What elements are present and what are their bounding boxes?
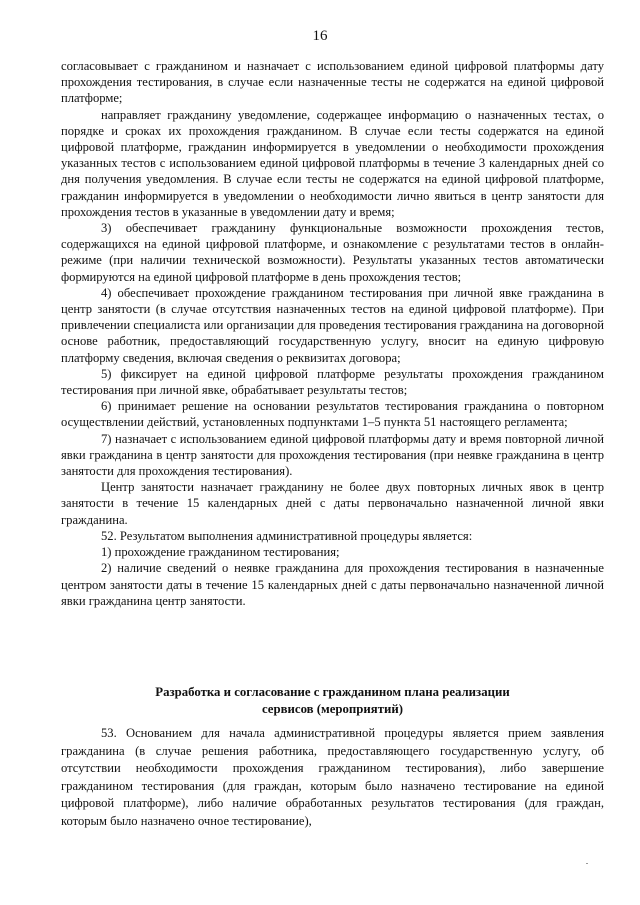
paragraph-repeat-visits: Центр занятости назначает гражданину не более двух повторных личных явок в центр занятости в течение 15 календарных дней с даты первоначально назначенной личной явки гражданина.	[61, 480, 604, 527]
scan-speck	[586, 863, 588, 864]
paragraph-item-4: 4) обеспечивает прохождение гражданином тестирования при личной явке гражданина в центр занятости (в случае отсутствия назначенных тестов на единой цифровой платформе). При привлечении специалиста или организации для проведения тестирования гражданина на договорной основе работник, предоставляющий государственную услугу, вносит на единую цифровую платформу сведения, включая сведения о реквизитах договора;	[61, 285, 604, 365]
section-heading-line-2: сервисов (мероприятий)	[261, 702, 404, 716]
paragraph-result-1: 1) прохождение гражданином тестирования;	[101, 545, 340, 560]
page-number: 16	[312, 28, 328, 44]
paragraph-item-6: 6) принимает решение на основании результатов тестирования гражданина о повторном осуществлении действий, установленных подпунктами 1–5 пункта 51 настоящего регламента;	[61, 399, 604, 430]
paragraph-item-3: 3) обеспечивает гражданину функциональные возможности прохождения тестов, содержащихся на единой цифровой платформе, и ознакомление с результатами тестов в онлайн-режиме (при наличии технической возможности). Результаты указанных тестов автоматически формируются на единой цифровой платформе в день прохождения тестов;	[61, 221, 604, 284]
paragraph-clause-53: 53. Основанием для начала административной процедуры является прием заявления гражданина (в случае решения работника, предоставляющего государственную услугу, об отсутствии необходимости прохождения гражданином тестирования), либо завершение гражданином тестирования (для граждан, которым было назначено тестирование на единой цифровой платформе), либо наличие обработанных результатов тестирования (для граждан, которым было назначено очное тестирование),	[61, 726, 604, 828]
body-text-top	[61, 58, 604, 609]
paragraph-continuation: согласовывает с гражданином и назначает с использованием единой цифровой платформы дату прохождения тестирования, в случае если назначенные тесты не содержатся на единой цифровой платформе;	[61, 59, 604, 106]
body-text-bottom	[61, 725, 604, 831]
paragraph-notification: направляет гражданину уведомление, содержащее информацию о назначенных тестах, о порядке и сроках их прохождения гражданином. В случае если тесты содержатся на единой цифровой платформе, гражданин информируется в уведомлении о необходимости прохождения указанных тестов с использованием единой цифровой платформы в течение 3 календарных дней со дня получения уведомления. В случае если тесты не содержатся на единой цифровой платформе, гражданин информируется в уведомлении о необходимости лично явиться в центр занятости для прохождения тестов в указанные в уведомлении дату и время;	[61, 107, 604, 219]
paragraph-clause-52: 52. Результатом выполнения административной процедуры является:	[101, 528, 473, 543]
paragraph-item-7: 7) назначает с использованием единой цифровой платформы дату и время повторной личной явки гражданина в центр занятости для прохождения тестирования (при неявке гражданина в центр занятости для прохождения тестирования).	[61, 431, 604, 479]
section-heading	[61, 684, 604, 718]
paragraph-item-5: 5) фиксирует на единой цифровой платформе результаты прохождения гражданином тестирования при личной явке, обрабатывает результаты тестов;	[61, 366, 604, 398]
section-heading-line-1: Разработка и согласование с гражданином плана реализации	[155, 685, 510, 699]
paragraph-result-2: 2) наличие сведений о неявке гражданина для прохождения тестирования в назначенные центром занятости даты в течение 15 календарных дней с даты первоначально назначенной личной явки гражданина центр занятости.	[61, 561, 604, 608]
